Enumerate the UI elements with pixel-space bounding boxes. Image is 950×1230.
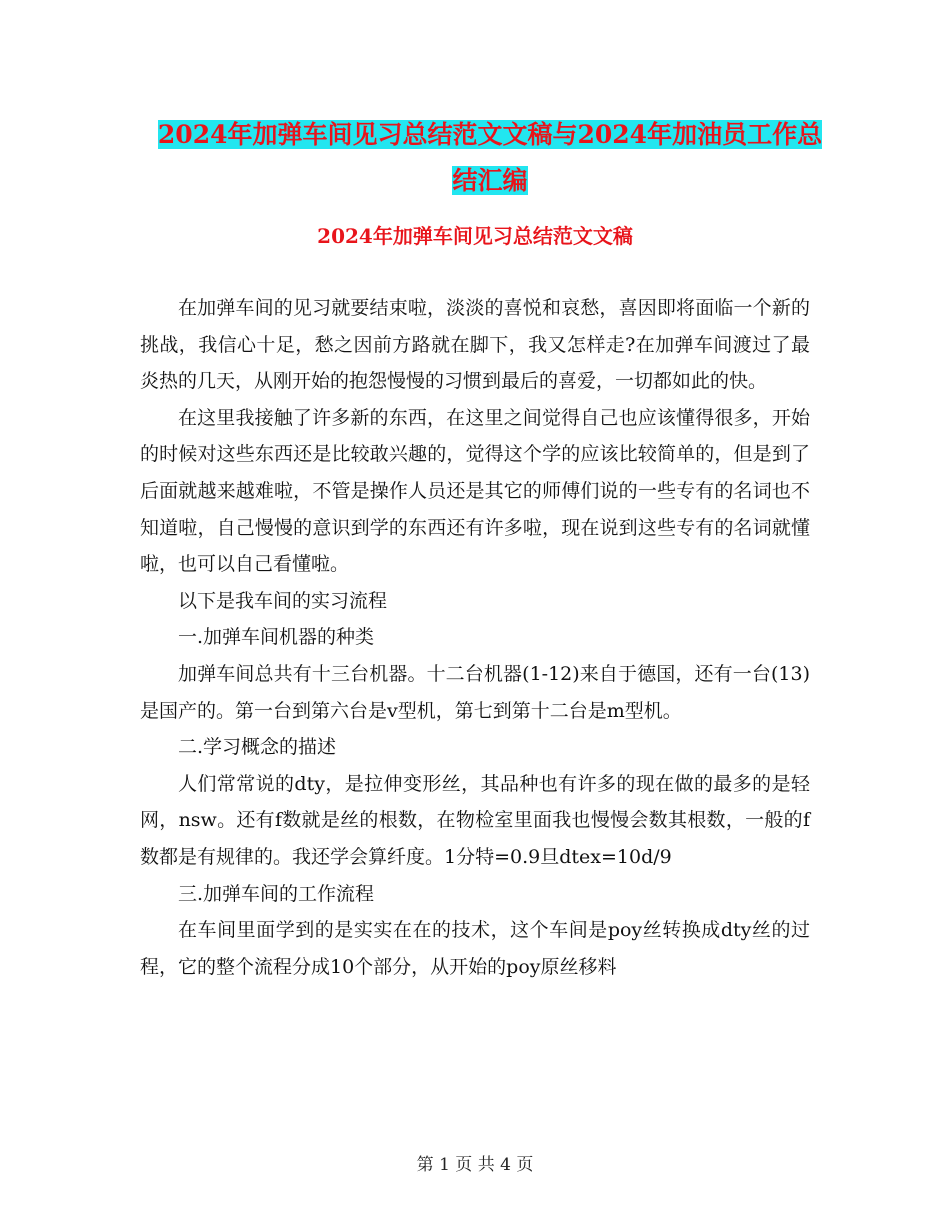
paragraph: 二.学习概念的描述 [178, 736, 337, 759]
paragraph: 一.加弹车间机器的种类 [178, 626, 375, 649]
document-title-text: 2024年加弹车间见习总结范文文稿与2024年加油员工作总结汇编 [157, 120, 823, 195]
paragraph: 以下是我车间的实习流程 [178, 589, 388, 612]
paragraph: 在加弹车间的见习就要结束啦，淡淡的喜悦和哀愁，喜因即将面临一个新的挑战，我信心十足，愁之因前方路就在脚下，我又怎样走?在加弹车间渡过了最炎热的几天，从刚开始的抱怨慢慢的习惯到最后的喜爱，一切都如此的快。 [140, 297, 810, 393]
section-title: 2024年加弹车间见习总结范文文稿 [317, 224, 633, 248]
paragraph: 人们常常说的dty，是拉伸变形丝，其品种也有许多的现在做的最多的是轻网，nsw。还有f数就是丝的根数，在物检室里面我也慢慢会数其根数，一般的f数都是有规律的。我还学会算纤度。1分特=0.9旦dtex=10d/9 [140, 772, 810, 868]
paragraph: 三.加弹车间的工作流程 [178, 882, 375, 905]
paragraph: 在这里我接触了许多新的东西，在这里之间觉得自己也应该懂得很多，开始的时候对这些东西还是比较敢兴趣的，觉得这个学的应该比较简单的，但是到了后面就越来越难啦，不管是操作人员还是其它的师傅们说的一些专有的名词也不知道啦，自己慢慢的意识到学的东西还有许多啦，现在说到这些专有的名词就懂啦，也可以自己看懂啦。 [140, 406, 810, 576]
document-title [150, 112, 830, 204]
paragraph: 在车间里面学到的是实实在在的技术，这个车间是poy丝转换成dty丝的过程，它的整个流程分成10个部分，从开始的poy原丝移料 [140, 919, 810, 978]
document-body [140, 290, 810, 985]
paragraph: 加弹车间总共有十三台机器。十二台机器(1-12)来自于德国，还有一台(13)是国产的。第一台到第六台是v型机，第七到第十二台是m型机。 [140, 662, 810, 722]
page-footer: 第 1 页 共 4 页 [416, 1155, 534, 1175]
